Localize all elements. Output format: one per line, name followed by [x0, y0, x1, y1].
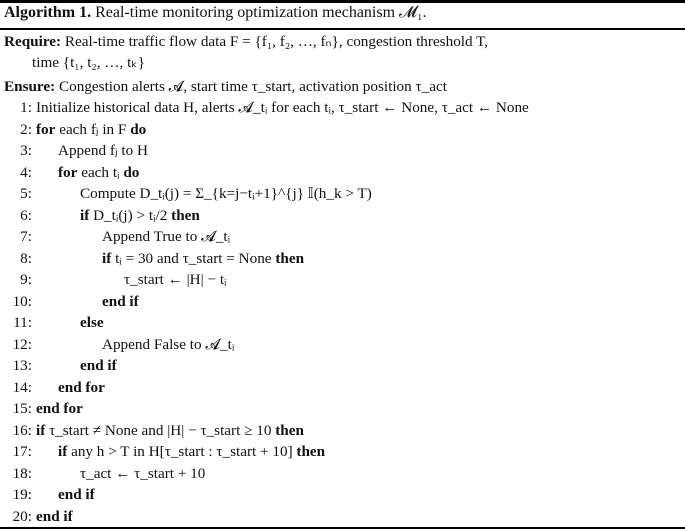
step-body: [36, 400, 83, 417]
step-body: [58, 142, 148, 159]
step-body: [36, 121, 146, 138]
step-text: τ_start ≠ None and |H| − τ_start ≥ 10: [45, 421, 276, 439]
step-number: 20:: [12, 507, 32, 525]
step-body: [102, 293, 139, 310]
step-text: each fⱼ in F: [55, 120, 131, 138]
step-text: any h > T in H[τ_start : τ_start + 10]: [67, 443, 297, 460]
step-number: 18:: [12, 464, 32, 482]
step-body: [58, 486, 95, 503]
step-text: τ_start ← |H| − tᵢ: [124, 271, 227, 288]
step-body: [80, 207, 200, 224]
step-number: 1:: [20, 99, 32, 116]
step-number: 4:: [20, 163, 32, 181]
algorithm-step: [4, 442, 325, 462]
require-label: Require:: [4, 33, 62, 50]
step-number: 7:: [20, 228, 32, 245]
algorithm-step: [4, 313, 104, 333]
step-keyword: if: [58, 443, 68, 460]
step-body: [36, 422, 304, 439]
step-text: D_tᵢ(j) > tᵢ/2: [89, 206, 172, 224]
step-body: [80, 357, 117, 374]
ensure-label: Ensure:: [4, 78, 56, 95]
ensure-text: Congestion alerts 𝓐, start time τ_start, activation position τ_act: [59, 78, 447, 95]
algorithm-step: [4, 270, 227, 290]
ensure-line: [4, 77, 447, 97]
step-number: 12:: [12, 335, 32, 353]
step-keyword: then: [275, 249, 305, 267]
step-text: each tᵢ: [77, 163, 124, 181]
step-keyword: if: [80, 206, 90, 224]
algorithm-step: [4, 464, 205, 484]
step-number: 13:: [12, 357, 32, 374]
step-text: Append True to 𝓐_tᵢ: [102, 228, 231, 245]
step-number: 14:: [12, 378, 32, 396]
algorithm-step: [4, 249, 304, 269]
algorithm-step: [4, 98, 529, 118]
step-text: Compute D_tᵢ(j) = Σ_{k=j−tᵢ+1}^{j} 𝕀(h_k > T): [80, 185, 372, 202]
step-body: [124, 271, 227, 288]
step-body: [80, 185, 372, 202]
algorithm-step: [4, 184, 372, 204]
title-rule: [0, 28, 685, 30]
step-keyword: then: [171, 206, 200, 224]
step-body: [102, 228, 230, 245]
step-number: 15:: [12, 400, 32, 417]
algorithm-step: [4, 141, 148, 161]
step-body: [102, 336, 234, 353]
step-number: 11:: [13, 314, 32, 331]
bottom-rule: [0, 527, 685, 529]
step-text: Append False to 𝓐_tᵢ: [102, 335, 235, 353]
algorithm-step: [4, 421, 304, 441]
require-line: [4, 32, 488, 52]
step-keyword: end if: [58, 486, 95, 503]
step-keyword: if: [102, 249, 112, 267]
step-text: Initialize historical data H, alerts 𝓐_tᵢ for each tᵢ, τ_start ← None, τ_act ← None: [36, 99, 529, 116]
algorithm-step: [4, 163, 139, 183]
step-keyword: if: [36, 421, 46, 439]
step-number: 19:: [12, 486, 32, 503]
step-number: 6:: [20, 206, 32, 224]
step-text: τ_act ← τ_start + 10: [80, 464, 206, 482]
step-keyword: for: [36, 120, 56, 138]
step-keyword: end for: [58, 378, 105, 396]
algorithm-step: [4, 507, 73, 527]
algorithm-step: [4, 206, 200, 226]
algorithm-step: [4, 485, 95, 505]
algorithm-caption: Real-time monitoring optimization mechanism 𝓜₁.: [95, 4, 427, 21]
require-text-cont: time {t₁, t₂, …, tₖ}: [32, 54, 146, 71]
algorithm-step: [4, 227, 230, 247]
step-number: 8:: [20, 249, 32, 267]
step-keyword: end if: [36, 507, 73, 525]
step-keyword: do: [130, 120, 147, 138]
algorithm-step: [4, 356, 117, 376]
step-number: 9:: [20, 271, 32, 288]
step-keyword: for: [58, 163, 78, 181]
require-line-cont: [32, 53, 145, 73]
top-rule: [0, 0, 685, 3]
algorithm-label: Algorithm 1.: [4, 4, 92, 21]
step-body: [80, 314, 104, 331]
step-body: [58, 164, 139, 181]
step-body: [80, 465, 205, 482]
algorithm-step: [4, 120, 146, 140]
step-number: 10:: [12, 292, 32, 310]
step-keyword: end if: [102, 292, 139, 310]
require-text: Real-time traffic flow data F = {f₁, f₂, …, fₙ}, congestion threshold T,: [64, 33, 489, 50]
step-number: 5:: [20, 185, 32, 202]
step-keyword: then: [275, 421, 304, 439]
step-number: 17:: [12, 443, 32, 460]
step-body: [102, 250, 304, 267]
step-body: [36, 99, 529, 116]
step-keyword: do: [123, 163, 140, 181]
step-keyword: then: [296, 443, 326, 460]
step-body: [58, 443, 325, 460]
step-text: Append fⱼ to H: [58, 142, 148, 159]
algorithm-step: [4, 399, 83, 419]
step-body: [36, 508, 73, 525]
step-number: 16:: [12, 421, 32, 439]
step-body: [58, 379, 105, 396]
step-number: 2:: [20, 120, 32, 138]
algorithm-step: [4, 378, 105, 398]
algorithm-title: [4, 4, 427, 22]
algorithm-step: [4, 335, 234, 355]
step-text: tᵢ = 30 and τ_start = None: [111, 249, 276, 267]
step-keyword: end for: [36, 400, 83, 417]
step-keyword: else: [80, 314, 104, 331]
step-number: 3:: [20, 142, 32, 159]
algorithm-step: [4, 292, 139, 312]
step-keyword: end if: [80, 357, 117, 374]
